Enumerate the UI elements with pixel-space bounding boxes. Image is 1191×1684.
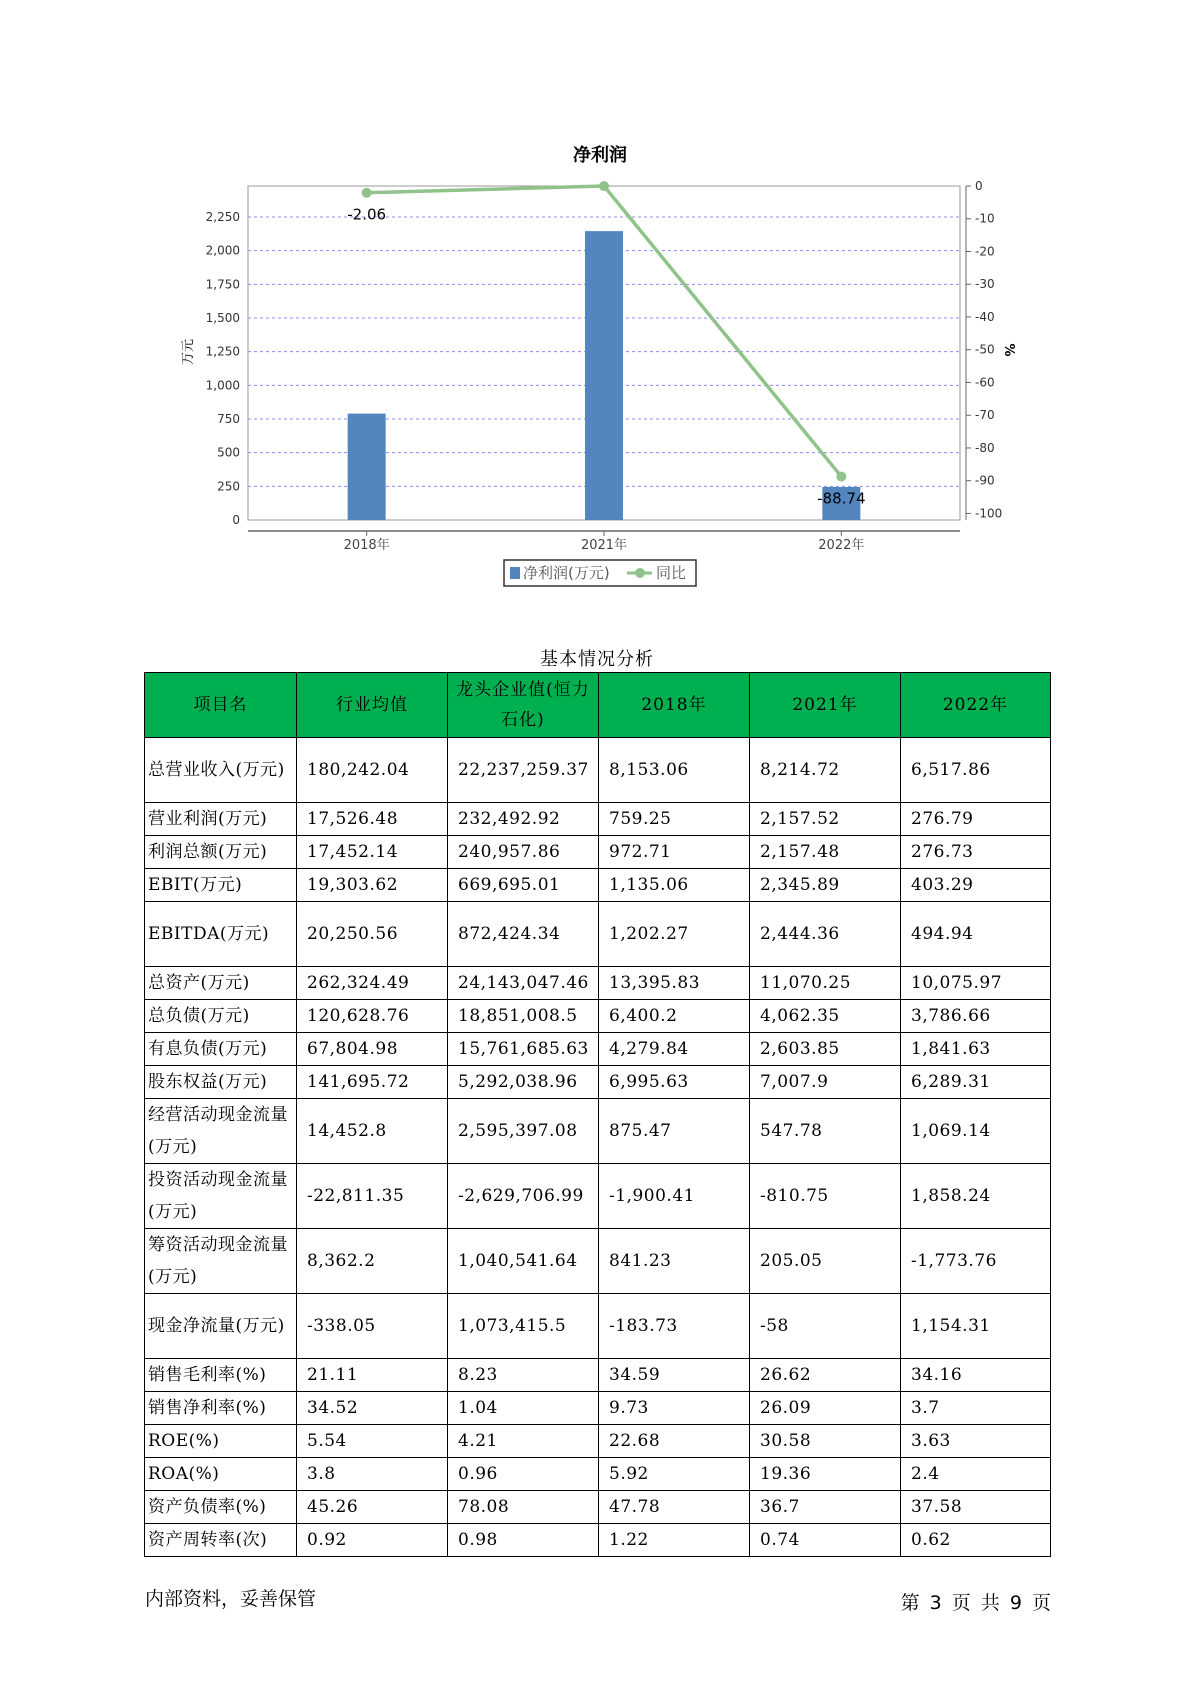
table-cell: 47.78 — [599, 1491, 750, 1524]
table-cell: 3.7 — [901, 1392, 1051, 1425]
footer-page-number: 第 3 页 共 9 页 — [900, 1592, 1051, 1614]
table-row — [145, 1066, 1051, 1099]
table-cell: 13,395.83 — [599, 967, 750, 1000]
table-cell: 5,292,038.96 — [448, 1066, 599, 1099]
legend-line-marker — [635, 568, 645, 578]
column-header: 项目名 — [145, 673, 297, 738]
table-cell: 1,069.14 — [901, 1099, 1051, 1164]
table-cell: 3.8 — [297, 1458, 448, 1491]
row-label: 销售毛利率(%) — [145, 1359, 297, 1392]
table-cell: 0.96 — [448, 1458, 599, 1491]
x-tick-label: 2021年 — [580, 538, 628, 553]
table-row — [145, 1491, 1051, 1524]
left-tick-label: 1,750 — [205, 277, 240, 292]
table-cell: 6,995.63 — [599, 1066, 750, 1099]
footer-confidential-note: 内部资料，妥善保管 — [145, 1588, 317, 1610]
table-cell: 15,761,685.63 — [448, 1033, 599, 1066]
net-profit-chart — [0, 0, 1191, 600]
table-cell: 494.94 — [901, 902, 1051, 967]
chart-title: 净利润 — [573, 145, 627, 166]
table-row — [145, 1033, 1051, 1066]
yoy-point — [362, 188, 372, 198]
right-tick-label: -40 — [975, 309, 995, 324]
table-cell: -183.73 — [599, 1294, 750, 1359]
table-row — [145, 1359, 1051, 1392]
right-tick-label: -90 — [975, 473, 995, 488]
table-cell: 26.09 — [750, 1392, 901, 1425]
table-cell: 34.16 — [901, 1359, 1051, 1392]
yoy-point — [599, 181, 609, 191]
table-cell: 37.58 — [901, 1491, 1051, 1524]
row-label: ROA(%) — [145, 1458, 297, 1491]
x-tick-label: 2022年 — [818, 538, 865, 553]
table-cell: 0.74 — [750, 1524, 901, 1557]
row-label: 资产周转率(次) — [145, 1524, 297, 1557]
table-cell: 34.52 — [297, 1392, 448, 1425]
row-label: 总营业收入(万元) — [145, 738, 297, 803]
left-tick-label: 250 — [217, 479, 240, 494]
row-label: 经营活动现金流量(万元) — [145, 1099, 297, 1164]
table-cell: 141,695.72 — [297, 1066, 448, 1099]
row-label: 总资产(万元) — [145, 967, 297, 1000]
table-cell: 4.21 — [448, 1425, 599, 1458]
table-cell: 759.25 — [599, 803, 750, 836]
table-cell: -338.05 — [297, 1294, 448, 1359]
left-tick-label: 1,000 — [205, 378, 240, 393]
table-cell: 22.68 — [599, 1425, 750, 1458]
table-row — [145, 1524, 1051, 1557]
table-cell: 1,841.63 — [901, 1033, 1051, 1066]
table-cell: 3,786.66 — [901, 1000, 1051, 1033]
row-label: EBIT(万元) — [145, 869, 297, 902]
chart-legend — [504, 560, 696, 586]
left-tick-label: 750 — [217, 411, 240, 426]
table-cell: 2,595,397.08 — [448, 1099, 599, 1164]
left-axis-label: 万元 — [181, 338, 196, 366]
yoy-data-label: -2.06 — [347, 205, 387, 224]
bar-series — [348, 231, 861, 520]
table-cell: 972.71 — [599, 836, 750, 869]
table-cell: 8.23 — [448, 1359, 599, 1392]
table-row — [145, 869, 1051, 902]
table-cell: -58 — [750, 1294, 901, 1359]
legend-bar-swatch — [510, 567, 520, 579]
table-row — [145, 738, 1051, 803]
table-cell: 10,075.97 — [901, 967, 1051, 1000]
table-cell: 180,242.04 — [297, 738, 448, 803]
yoy-point — [836, 472, 846, 482]
table-cell: 0.62 — [901, 1524, 1051, 1557]
right-axis-label: % — [1001, 343, 1016, 357]
table-cell: 1,858.24 — [901, 1164, 1051, 1229]
column-header: 行业均值 — [297, 673, 448, 738]
x-tick-label: 2018年 — [343, 538, 390, 553]
row-label: 投资活动现金流量(万元) — [145, 1164, 297, 1229]
table-cell: 0.92 — [297, 1524, 448, 1557]
column-header: 2018年 — [599, 673, 750, 738]
table-cell: 24,143,047.46 — [448, 967, 599, 1000]
left-tick-label: 0 — [232, 513, 240, 527]
row-label: 有息负债(万元) — [145, 1033, 297, 1066]
table-cell: 17,526.48 — [297, 803, 448, 836]
table-cell: 2,345.89 — [750, 869, 901, 902]
table-row — [145, 1458, 1051, 1491]
table-cell: 34.59 — [599, 1359, 750, 1392]
table-caption: 基本情况分析 — [540, 649, 654, 670]
table-cell: 30.58 — [750, 1425, 901, 1458]
x-axis-labels — [344, 531, 865, 553]
table-cell: 67,804.98 — [297, 1033, 448, 1066]
table-cell: 4,279.84 — [599, 1033, 750, 1066]
basic-analysis-table — [144, 672, 1051, 1557]
right-tick-label: -50 — [975, 342, 995, 357]
row-label: 筹资活动现金流量(万元) — [145, 1229, 297, 1294]
table-cell: 547.78 — [750, 1099, 901, 1164]
right-tick-label: -100 — [975, 506, 1003, 521]
right-tick-label: -10 — [975, 211, 995, 226]
table-row — [145, 836, 1051, 869]
right-tick-label: -20 — [975, 244, 995, 259]
table-cell: 19.36 — [750, 1458, 901, 1491]
table-cell: 22,237,259.37 — [448, 738, 599, 803]
legend-line-label: 同比 — [656, 564, 687, 582]
table-cell: 875.47 — [599, 1099, 750, 1164]
table-cell: 9.73 — [599, 1392, 750, 1425]
table-cell: -1,900.41 — [599, 1164, 750, 1229]
table-cell: 45.26 — [297, 1491, 448, 1524]
table-row — [145, 1099, 1051, 1164]
right-tick-label: -80 — [975, 440, 995, 455]
table-cell: 240,957.86 — [448, 836, 599, 869]
table-cell: 78.08 — [448, 1491, 599, 1524]
table-row — [145, 902, 1051, 967]
table-cell: 403.29 — [901, 869, 1051, 902]
table-cell: 21.11 — [297, 1359, 448, 1392]
right-axis-ticks — [966, 179, 1002, 520]
right-tick-label: -70 — [975, 408, 995, 423]
left-axis-ticks — [206, 210, 240, 527]
table-cell: 2,444.36 — [750, 902, 901, 967]
table-header-row — [145, 673, 1051, 738]
table-cell: 1.22 — [599, 1524, 750, 1557]
table-cell: 2,603.85 — [750, 1033, 901, 1066]
table-cell: 872,424.34 — [448, 902, 599, 967]
table-cell: 5.92 — [599, 1458, 750, 1491]
legend-bar-label: 净利润(万元) — [523, 564, 610, 582]
row-label: ROE(%) — [145, 1425, 297, 1458]
table-cell: 669,695.01 — [448, 869, 599, 902]
table-cell: 6,289.31 — [901, 1066, 1051, 1099]
table-cell: 26.62 — [750, 1359, 901, 1392]
table-cell: 4,062.35 — [750, 1000, 901, 1033]
table-cell: -1,773.76 — [901, 1229, 1051, 1294]
table-cell: 2,157.48 — [750, 836, 901, 869]
table-row — [145, 1425, 1051, 1458]
row-label: EBITDA(万元) — [145, 902, 297, 967]
left-tick-label: 1,500 — [205, 310, 240, 325]
left-tick-label: 1,250 — [205, 344, 240, 359]
right-tick-label: -30 — [975, 277, 995, 292]
table-cell: 14,452.8 — [297, 1099, 448, 1164]
table-cell: 6,400.2 — [599, 1000, 750, 1033]
table-row — [145, 803, 1051, 836]
table-cell: 1,073,415.5 — [448, 1294, 599, 1359]
table-cell: -22,811.35 — [297, 1164, 448, 1229]
table-cell: 3.63 — [901, 1425, 1051, 1458]
row-label: 销售净利率(%) — [145, 1392, 297, 1425]
left-tick-label: 2,000 — [205, 243, 240, 258]
row-label: 利润总额(万元) — [145, 836, 297, 869]
table-cell: 8,214.72 — [750, 738, 901, 803]
row-label: 股东权益(万元) — [145, 1066, 297, 1099]
table-cell: 7,007.9 — [750, 1066, 901, 1099]
table-cell: -2,629,706.99 — [448, 1164, 599, 1229]
table-cell: 262,324.49 — [297, 967, 448, 1000]
column-header: 2022年 — [901, 673, 1051, 738]
table-cell: 1.04 — [448, 1392, 599, 1425]
table-cell: 841.23 — [599, 1229, 750, 1294]
table-cell: 1,202.27 — [599, 902, 750, 967]
row-label: 现金净流量(万元) — [145, 1294, 297, 1359]
table-cell: 1,135.06 — [599, 869, 750, 902]
table-cell: 0.98 — [448, 1524, 599, 1557]
table-cell: 120,628.76 — [297, 1000, 448, 1033]
column-header: 2021年 — [750, 673, 901, 738]
table-cell: 8,362.2 — [297, 1229, 448, 1294]
right-tick-label: -60 — [975, 375, 995, 390]
table-cell: 19,303.62 — [297, 869, 448, 902]
table-row — [145, 1229, 1051, 1294]
table-row — [145, 1164, 1051, 1229]
right-tick-label: 0 — [975, 179, 983, 193]
left-tick-label: 2,250 — [205, 209, 240, 224]
left-tick-label: 500 — [217, 445, 240, 460]
table-cell: 17,452.14 — [297, 836, 448, 869]
bar-2021年 — [585, 231, 623, 520]
table-cell: 36.7 — [750, 1491, 901, 1524]
table-cell: 2,157.52 — [750, 803, 901, 836]
table-cell: 276.79 — [901, 803, 1051, 836]
table-cell: 276.73 — [901, 836, 1051, 869]
table-cell: 18,851,008.5 — [448, 1000, 599, 1033]
table-row — [145, 1392, 1051, 1425]
table-cell: 6,517.86 — [901, 738, 1051, 803]
table-cell: 232,492.92 — [448, 803, 599, 836]
table-row — [145, 1000, 1051, 1033]
yoy-data-label: -88.74 — [817, 489, 866, 508]
table-row — [145, 1294, 1051, 1359]
row-label: 总负债(万元) — [145, 1000, 297, 1033]
table-cell: 20,250.56 — [297, 902, 448, 967]
table-cell: 205.05 — [750, 1229, 901, 1294]
table-cell: 1,040,541.64 — [448, 1229, 599, 1294]
table-row — [145, 967, 1051, 1000]
bar-2018年 — [348, 414, 386, 520]
row-label: 资产负债率(%) — [145, 1491, 297, 1524]
table-cell: 1,154.31 — [901, 1294, 1051, 1359]
table-cell: -810.75 — [750, 1164, 901, 1229]
row-label: 营业利润(万元) — [145, 803, 297, 836]
column-header: 龙头企业值(恒力石化) — [448, 673, 599, 738]
table-cell: 2.4 — [901, 1458, 1051, 1491]
table-cell: 8,153.06 — [599, 738, 750, 803]
table-cell: 11,070.25 — [750, 967, 901, 1000]
table-cell: 5.54 — [297, 1425, 448, 1458]
